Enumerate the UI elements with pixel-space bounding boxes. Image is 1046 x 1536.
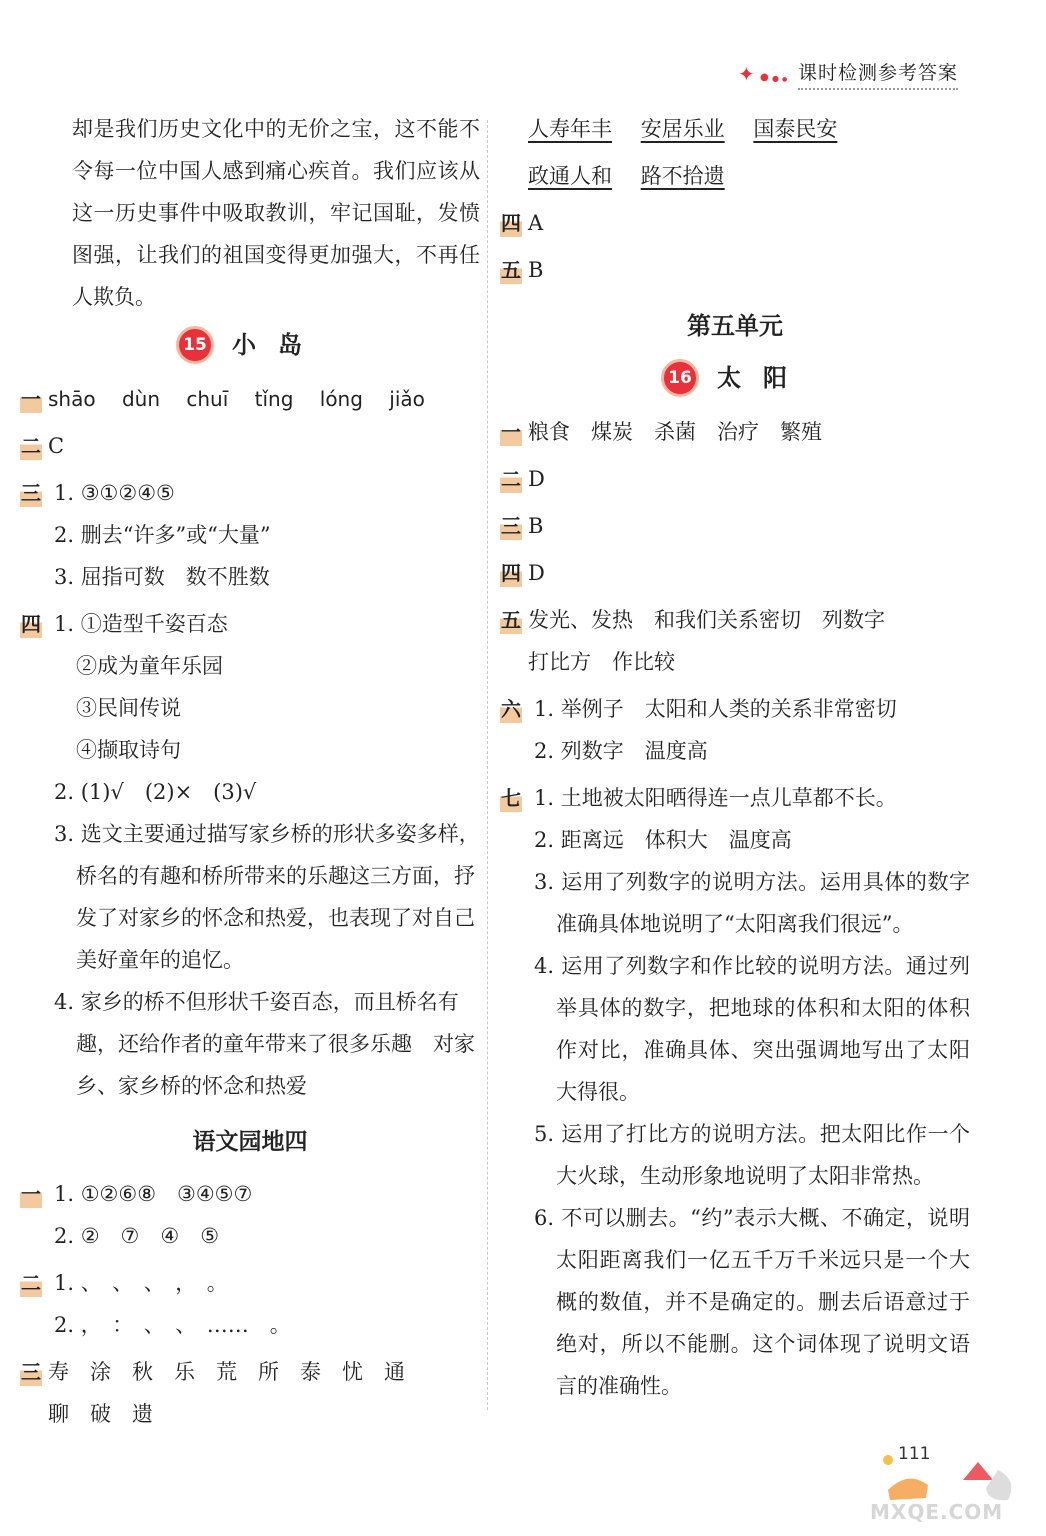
pinyin-item: chuī	[186, 387, 229, 411]
idiom: 安居乐业	[640, 117, 725, 141]
left-column	[20, 108, 480, 1440]
answer-text: B	[528, 258, 544, 282]
answer-item: 3. 屈指可数 数不胜数	[54, 565, 270, 589]
answer-item: 2. 列数字 温度高	[534, 739, 708, 763]
answer-text: C	[48, 434, 65, 458]
question-row	[20, 1173, 480, 1257]
question-marker: 一	[501, 420, 521, 444]
answer-item: 发光、发热 和我们关系密切 列数字	[528, 608, 885, 632]
idiom-row	[500, 155, 970, 197]
question-marker: 二	[21, 434, 41, 458]
idiom: 人寿年丰	[528, 117, 612, 141]
question-marker: 四	[501, 561, 521, 585]
answer-text: B	[528, 514, 544, 538]
answer-item: 1. ①②⑥⑧ ③④⑤⑦	[54, 1182, 253, 1206]
question-row	[20, 1351, 480, 1435]
lesson-title: 小岛	[232, 331, 324, 359]
question-row	[500, 599, 970, 683]
question-row	[20, 1262, 480, 1346]
answer-item: 4. 运用了列数字和作比较的说明方法。通过列举具体的数字，把地球的体积和太阳的体积作对比，准确具体、突出强调地写出了太阳大得很。	[534, 954, 970, 1104]
answer-item: 3. 运用了列数字的说明方法。运用具体的数字准确具体地说明了“太阳离我们很远”。	[534, 870, 970, 936]
question-marker: 三	[21, 1360, 41, 1384]
pinyin-item: dùn	[121, 387, 160, 411]
answer-item: 3. 选文主要通过描写家乡桥的形状多姿多样，桥名的有趣和桥所带来的乐趣这三方面，抒发了对家乡的怀念和热爱，也表现了对自己美好童年的追忆。	[54, 822, 480, 972]
question-marker: 五	[501, 608, 521, 632]
question-row	[500, 777, 970, 1407]
header-title: 课时检测参考答案	[798, 58, 958, 90]
question-row	[500, 411, 970, 453]
answer-text: A	[528, 211, 544, 235]
answer-item: 2. 删去“许多”或“大量”	[54, 523, 271, 547]
idiom-row	[500, 108, 970, 150]
question-row	[500, 688, 970, 772]
star-decoration-icon: ✦ ● ● ●	[737, 62, 788, 86]
question-row	[20, 425, 480, 467]
question-marker: 四	[21, 612, 41, 636]
page-number: 111	[898, 1444, 931, 1464]
question-marker: 一	[21, 387, 41, 411]
question-row	[500, 505, 970, 547]
answer-item: 1. 、 、 、 ， 。	[54, 1271, 228, 1295]
answer-item: 2. (1)√ (2)× (3)√	[54, 780, 257, 804]
answer-item: ②成为童年乐园	[76, 654, 223, 678]
answer-item: ③民间传说	[76, 696, 181, 720]
page-header	[736, 58, 958, 90]
unit-title: 第五单元	[687, 312, 783, 340]
answer-item: 2. 距离远 体积大 温度高	[534, 828, 792, 852]
answer-text: D	[528, 561, 545, 585]
pinyin-item: tǐng	[254, 387, 294, 411]
answer-item: 6. 不可以删去。“约”表示大概、不确定，说明太阳距离我们一亿五千万千米远只是一个大概的数值，并不是确定的。删去后语意过于绝对，所以不能删。这个词体现了说明文语言的准确性。	[534, 1206, 970, 1398]
question-marker: 三	[501, 514, 521, 538]
question-row	[500, 249, 970, 291]
answer-item: 4. 家乡的桥不但形状千姿百态，而且桥名有趣，还给作者的童年带来了很多乐趣 对家乡、家乡桥的怀念和热爱	[54, 990, 475, 1098]
pinyin-item: shāo	[48, 387, 96, 411]
question-row	[500, 458, 970, 500]
watermark-text: MXQE.COM	[870, 1500, 1004, 1524]
answer-item: 聊 破 遗	[48, 1402, 153, 1426]
idiom: 国泰民安	[753, 117, 838, 141]
question-marker: 五	[501, 258, 521, 282]
answer-item: 1. 举例子 太阳和人类的关系非常密切	[534, 697, 897, 721]
lesson-15-heading	[20, 324, 480, 366]
right-column	[500, 108, 970, 1412]
idiom: 路不拾遗	[640, 164, 725, 188]
question-row	[20, 472, 480, 598]
question-row	[20, 378, 480, 420]
question-marker: 七	[501, 786, 521, 810]
pinyin-answers	[48, 378, 480, 420]
answer-text: 粮食 煤炭 杀菌 治疗 繁殖	[528, 420, 822, 444]
pinyin-item: jiǎo	[389, 387, 425, 411]
question-marker: 一	[21, 1182, 41, 1206]
question-row	[500, 552, 970, 594]
answer-item: 寿 涂 秋 乐 荒 所 泰 忧 通	[48, 1360, 405, 1384]
answer-item: 5. 运用了打比方的说明方法。把太阳比作一个大火球，生动形象地说明了太阳非常热。	[534, 1122, 970, 1188]
answer-item: 打比方 作比较	[528, 650, 675, 674]
answer-text: D	[528, 467, 545, 491]
answer-item: 1. ③①②④⑤	[54, 481, 175, 505]
column-divider	[487, 120, 488, 1410]
question-marker: 六	[501, 697, 521, 721]
question-marker: 四	[501, 211, 521, 235]
section-title: 语文园地四	[192, 1129, 308, 1155]
answer-item: 1. 土地被太阳晒得连一点儿草都不长。	[534, 786, 897, 810]
answer-item: ④撷取诗句	[76, 738, 181, 762]
lesson-number-badge: 16	[661, 359, 699, 397]
answer-item: 2. ② ⑦ ④ ⑤	[54, 1224, 220, 1248]
answer-item: 1. ①造型千姿百态	[54, 612, 228, 636]
question-row	[20, 603, 480, 1107]
pinyin-item: lóng	[319, 387, 363, 411]
lesson-number-badge: 15	[176, 326, 214, 364]
question-row	[500, 202, 970, 244]
question-marker: 三	[21, 481, 41, 505]
idiom: 政通人和	[528, 164, 612, 188]
lesson-16-heading	[500, 357, 970, 399]
intro-paragraph: 却是我们历史文化中的无价之宝，这不能不令每一位中国人感到痛心疾首。我们应该从这一历史事件中吸取教训，牢记国耻，发愤图强，让我们的祖国变得更加强大，不再任人欺负。	[72, 117, 480, 309]
lesson-title: 太阳	[717, 364, 809, 392]
question-marker: 二	[21, 1271, 41, 1295]
answer-item: 2. ， ： 、 、 …… 。	[54, 1313, 291, 1337]
question-marker: 二	[501, 467, 521, 491]
